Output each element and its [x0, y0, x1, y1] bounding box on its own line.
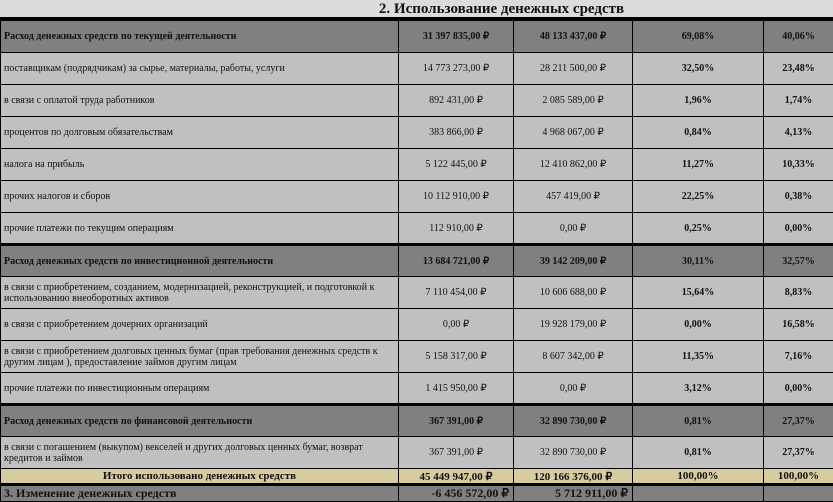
value-curr[interactable]: 457 419,00 ₽ — [514, 181, 633, 213]
value-prev[interactable]: 367 391,00 ₽ — [399, 437, 514, 469]
percent-prev[interactable]: 0,25% — [633, 213, 764, 245]
total-percent-2[interactable]: 100,00% — [764, 469, 833, 485]
table-row — [1, 309, 833, 341]
percent-curr[interactable]: 27,37% — [764, 437, 833, 469]
percent-prev[interactable]: 22,25% — [633, 181, 764, 213]
row-label[interactable]: процентов по долговым обязательствам — [1, 117, 399, 149]
value-prev[interactable]: 14 773 273,00 ₽ — [399, 53, 514, 85]
row-label[interactable]: в связи с оплатой труда работников — [1, 85, 399, 117]
percent-curr[interactable]: 1,74% — [764, 85, 833, 117]
change-row — [1, 485, 833, 502]
row-label[interactable]: Расход денежных средств по финансовой деятельности — [1, 405, 399, 437]
total-value-2[interactable]: 120 166 376,00 ₽ — [514, 469, 633, 485]
value-curr[interactable]: 0,00 ₽ — [514, 213, 633, 245]
row-label[interactable]: прочие платежи по текущим операциям — [1, 213, 399, 245]
percent-curr[interactable]: 0,00% — [764, 373, 833, 405]
table-row — [1, 213, 833, 245]
value-prev[interactable]: 7 110 454,00 ₽ — [399, 277, 514, 309]
percent-prev[interactable]: 11,27% — [633, 149, 764, 181]
section-title: 2. Использование денежных средств — [0, 0, 833, 20]
row-label[interactable]: в связи с приобретением, созданием, модернизацией, реконструкцией, и подготовкой к использованию внеоборотных активов — [1, 277, 399, 309]
section-header-row — [1, 405, 833, 437]
percent-prev[interactable]: 11,35% — [633, 341, 764, 373]
percent-curr[interactable]: 0,00% — [764, 213, 833, 245]
value-prev[interactable]: 5 158 317,00 ₽ — [399, 341, 514, 373]
row-label[interactable]: прочих налогов и сборов — [1, 181, 399, 213]
change-value-2[interactable]: 5 712 911,00 ₽ — [514, 485, 633, 502]
value-prev[interactable]: 31 397 835,00 ₽ — [399, 21, 514, 53]
percent-prev[interactable]: 32,50% — [633, 53, 764, 85]
row-label[interactable]: налога на прибыль — [1, 149, 399, 181]
change-label: 3. Изменение денежных средств — [1, 485, 399, 502]
empty-cell[interactable] — [633, 485, 764, 502]
value-curr[interactable]: 12 410 862,00 ₽ — [514, 149, 633, 181]
table-row — [1, 149, 833, 181]
percent-prev[interactable]: 0,84% — [633, 117, 764, 149]
percent-curr[interactable]: 4,13% — [764, 117, 833, 149]
percent-curr[interactable]: 27,37% — [764, 405, 833, 437]
percent-prev[interactable]: 69,08% — [633, 21, 764, 53]
table-row — [1, 181, 833, 213]
percent-prev[interactable]: 3,12% — [633, 373, 764, 405]
value-curr[interactable]: 32 890 730,00 ₽ — [514, 405, 633, 437]
value-curr[interactable]: 2 085 589,00 ₽ — [514, 85, 633, 117]
row-label[interactable]: поставщикам (подрядчикам) за сырье, материалы, работы, услуги — [1, 53, 399, 85]
row-label[interactable]: в связи с погашением (выкупом) векселей и других долговых ценных бумаг, возврат кредитов и займов — [1, 437, 399, 469]
value-curr[interactable]: 32 890 730,00 ₽ — [514, 437, 633, 469]
change-value-1[interactable]: -6 456 572,00 ₽ — [399, 485, 514, 502]
percent-curr[interactable]: 0,38% — [764, 181, 833, 213]
total-value-1[interactable]: 45 449 947,00 ₽ — [399, 469, 514, 485]
total-label: Итого использовано денежных средств — [1, 469, 399, 485]
value-curr[interactable]: 4 968 067,00 ₽ — [514, 117, 633, 149]
empty-cell[interactable] — [764, 485, 833, 502]
percent-prev[interactable]: 15,64% — [633, 277, 764, 309]
percent-prev[interactable]: 0,81% — [633, 405, 764, 437]
value-prev[interactable]: 892 431,00 ₽ — [399, 85, 514, 117]
table-row — [1, 85, 833, 117]
table-row — [1, 341, 833, 373]
row-label[interactable]: прочие платежи по инвестиционным операциям — [1, 373, 399, 405]
value-prev[interactable]: 383 866,00 ₽ — [399, 117, 514, 149]
section-header-row — [1, 245, 833, 277]
table-row — [1, 117, 833, 149]
table-row — [1, 437, 833, 469]
table-row — [1, 373, 833, 405]
row-label[interactable]: в связи с приобретением дочерних организаций — [1, 309, 399, 341]
row-label[interactable]: в связи с приобретением долговых ценных бумаг (прав требования денежных средств к другим лицам ), предоставление займов другим лицам — [1, 341, 399, 373]
value-curr[interactable]: 48 133 437,00 ₽ — [514, 21, 633, 53]
value-prev[interactable]: 0,00 ₽ — [399, 309, 514, 341]
row-label[interactable]: Расход денежных средств по инвестиционной деятельности — [1, 245, 399, 277]
row-label[interactable]: Расход денежных средств по текущей деятельности — [1, 21, 399, 53]
percent-prev[interactable]: 30,11% — [633, 245, 764, 277]
value-prev[interactable]: 10 112 910,00 ₽ — [399, 181, 514, 213]
value-curr[interactable]: 8 607 342,00 ₽ — [514, 341, 633, 373]
value-prev[interactable]: 13 684 721,00 ₽ — [399, 245, 514, 277]
percent-prev[interactable]: 0,81% — [633, 437, 764, 469]
value-prev[interactable]: 367 391,00 ₽ — [399, 405, 514, 437]
percent-prev[interactable]: 1,96% — [633, 85, 764, 117]
total-percent-1[interactable]: 100,00% — [633, 469, 764, 485]
value-curr[interactable]: 28 211 500,00 ₽ — [514, 53, 633, 85]
section-header-row — [1, 21, 833, 53]
percent-curr[interactable]: 40,06% — [764, 21, 833, 53]
percent-curr[interactable]: 10,33% — [764, 149, 833, 181]
percent-curr[interactable]: 8,83% — [764, 277, 833, 309]
percent-curr[interactable]: 16,58% — [764, 309, 833, 341]
table-row — [1, 277, 833, 309]
cash-usage-table — [0, 20, 833, 502]
value-curr[interactable]: 39 142 209,00 ₽ — [514, 245, 633, 277]
percent-curr[interactable]: 23,48% — [764, 53, 833, 85]
value-prev[interactable]: 5 122 445,00 ₽ — [399, 149, 514, 181]
percent-curr[interactable]: 7,16% — [764, 341, 833, 373]
percent-prev[interactable]: 0,00% — [633, 309, 764, 341]
value-curr[interactable]: 10 606 688,00 ₽ — [514, 277, 633, 309]
table-row — [1, 53, 833, 85]
value-curr[interactable]: 19 928 179,00 ₽ — [514, 309, 633, 341]
total-row — [1, 469, 833, 485]
value-prev[interactable]: 1 415 950,00 ₽ — [399, 373, 514, 405]
value-prev[interactable]: 112 910,00 ₽ — [399, 213, 514, 245]
percent-curr[interactable]: 32,57% — [764, 245, 833, 277]
value-curr[interactable]: 0,00 ₽ — [514, 373, 633, 405]
